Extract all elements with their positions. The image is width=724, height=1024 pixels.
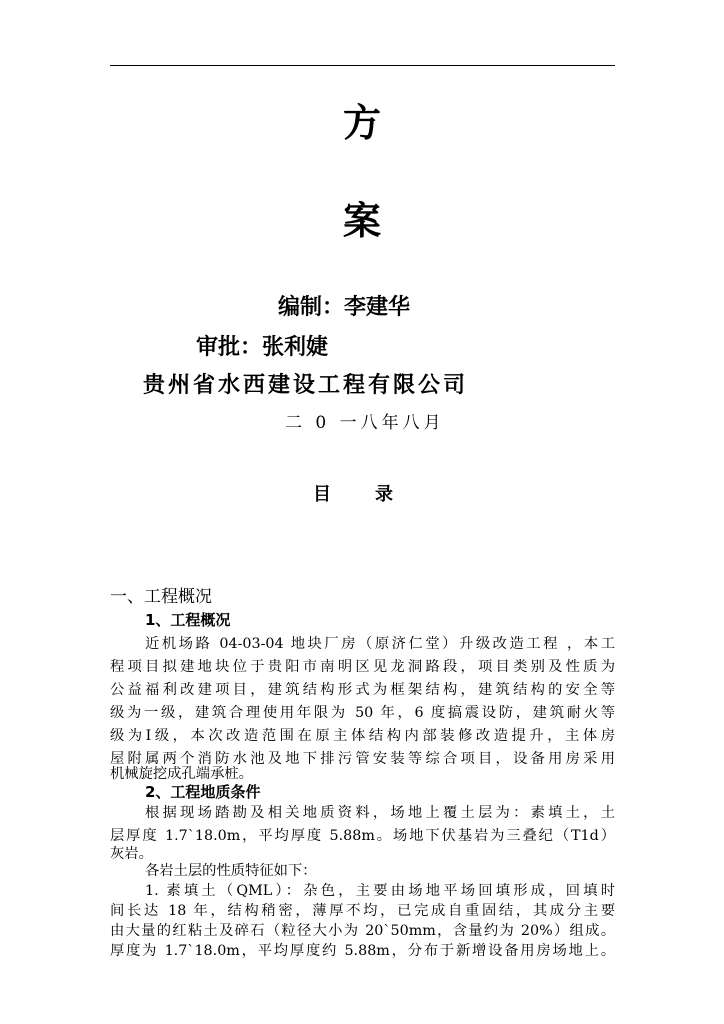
document-date: 二 0 一八年八月 xyxy=(285,413,445,433)
toc-label-lu: 录 xyxy=(375,484,393,505)
paragraph-line: 由大量的红粘土及碎石（粒径大小为 20`50mm，含量约为 20%）组成。 xyxy=(110,923,615,939)
paragraph-line: 灰岩。 xyxy=(110,846,153,862)
paragraph-line: 厚度为 1.7`18.0m，平均厚度约 5.88m，分布于新增设备用房场地上。 xyxy=(110,943,615,959)
title-char-fang: 方 xyxy=(342,101,381,145)
paragraph-line: 公益福利改建项目，建筑结构形式为框架结构，建筑结构的安全等 xyxy=(110,682,615,698)
section-heading-overview: 一、工程概况 xyxy=(110,587,212,607)
subsection-heading-geology: 2、工程地质条件 xyxy=(145,783,261,801)
subsection-heading-overview: 1、工程概况 xyxy=(145,611,231,629)
title-char-an: 案 xyxy=(342,199,381,243)
paragraph-line: 层厚度 1.7`18.0m，平均厚度 5.88m。场地下伏基岩为三叠纪（T1d） xyxy=(110,828,615,844)
paragraph-line: 间长达 18 年，结构稍密，薄厚不均，已完成自重固结，其成分主要 xyxy=(110,903,615,919)
header-rule xyxy=(110,65,615,66)
compiler-line: 编制：李建华 xyxy=(278,295,411,320)
paragraph-line: 级为一级，建筑合理使用年限为 50 年，6 度搞震设防，建筑耐火等 xyxy=(110,705,615,721)
paragraph-line: 屋附属两个消防水池及地下排污管安装等综合项目，设备用房采用 xyxy=(110,751,615,767)
paragraph-line: 各岩土层的性质特征如下： xyxy=(145,863,317,879)
paragraph-line: 根据现场踏勘及相关地质资料，场地上覆土层为：素填土，土 xyxy=(145,805,615,821)
paragraph-line: 1. 素填土（QML）：杂色，主要由场地平场回填形成，回填时 xyxy=(145,883,615,899)
toc-label-mu: 目 xyxy=(313,484,331,505)
approver-line: 审批：张利婕 xyxy=(196,335,329,360)
company-name: 贵州省水西建设工程有限公司 xyxy=(143,373,469,398)
paragraph-line: 级为Ⅰ级，本次改造范围在原主体结构内部装修改造提升，主体房 xyxy=(110,728,615,744)
paragraph-line: 程项目拟建地块位于贵阳市南明区见龙洞路段，项目类别及性质为 xyxy=(110,659,615,675)
paragraph-line: 近机场路 04-03-04 地块厂房（原济仁堂）升级改造工程 ，本工 xyxy=(145,636,615,652)
paragraph-line: 机械旋挖成孔端承桩。 xyxy=(110,766,253,782)
